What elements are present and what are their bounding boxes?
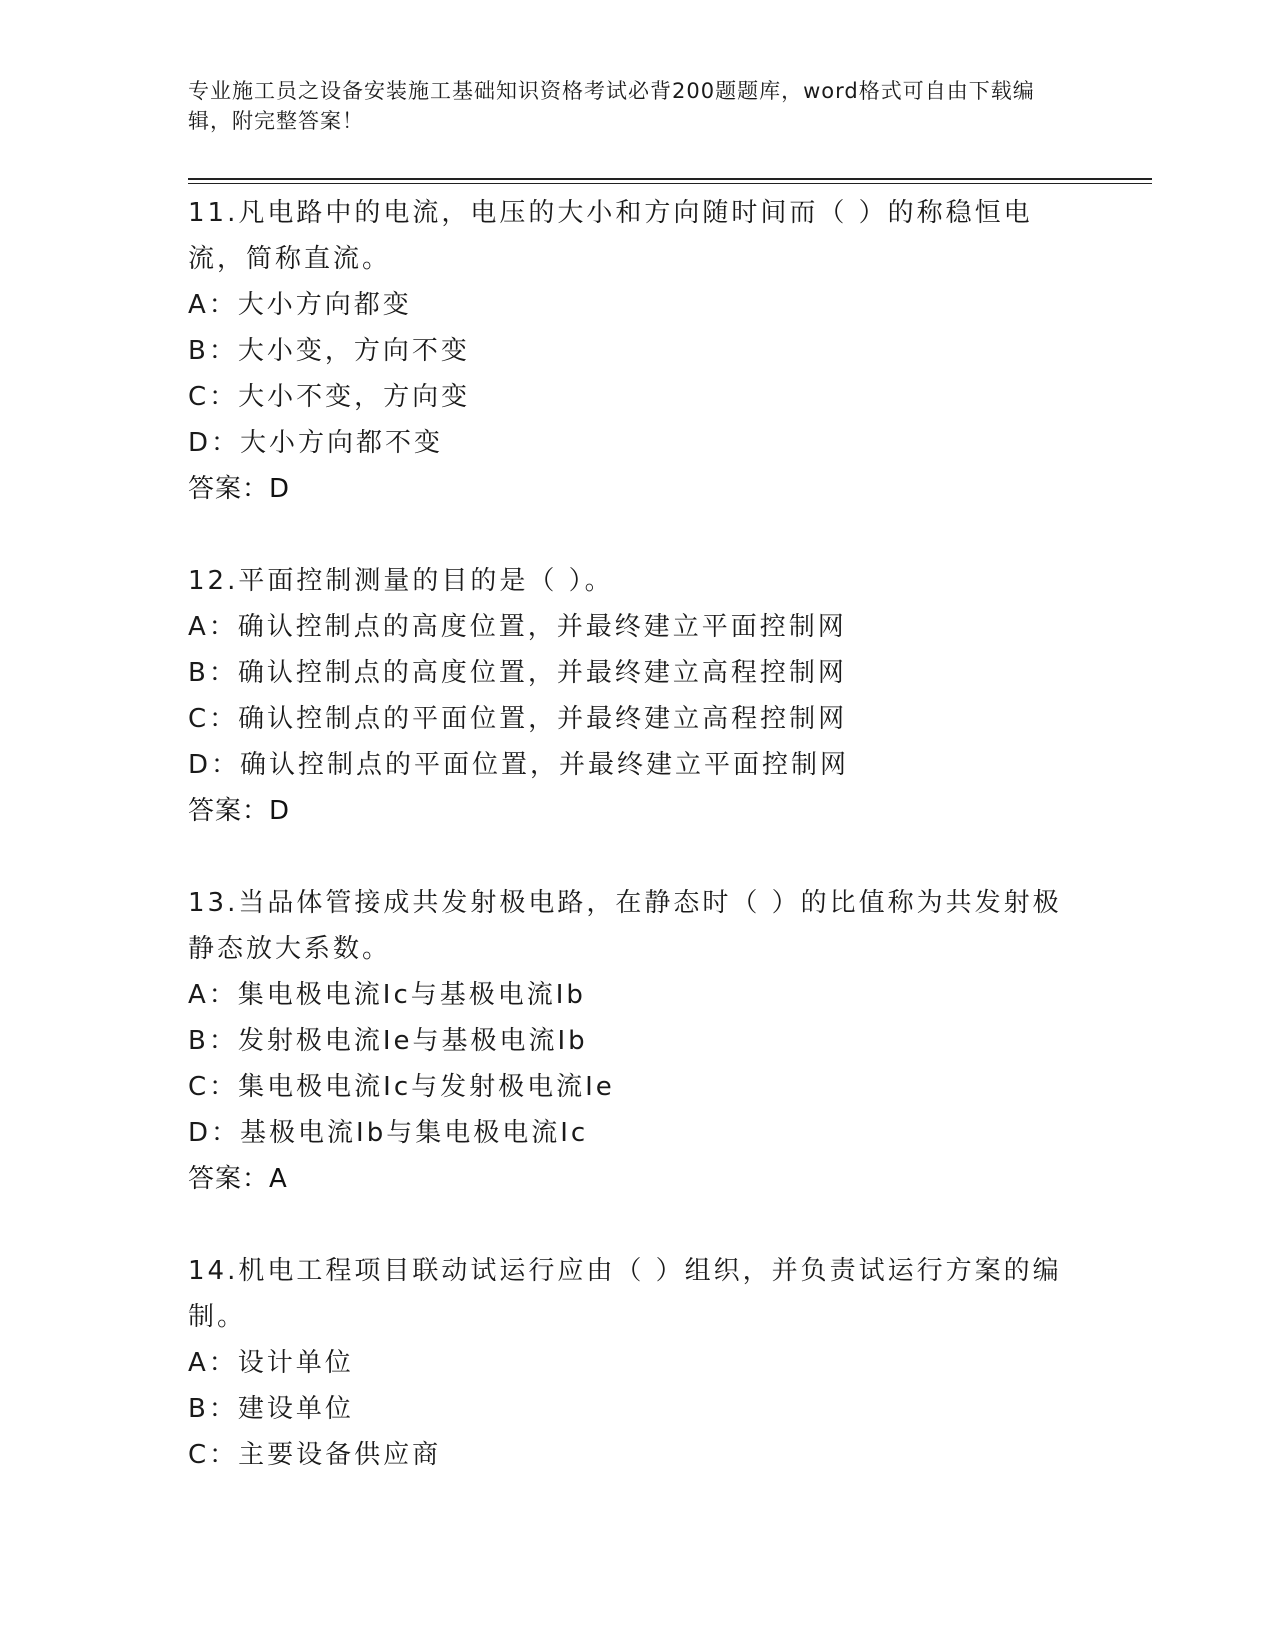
option-b: B：发射极电流Ie与基极电流Ib <box>188 1026 588 1056</box>
question-11 <box>188 190 1068 512</box>
question-list <box>188 190 1068 1524</box>
option-b: B：建设单位 <box>188 1394 354 1424</box>
question-stem: 11.凡电路中的电流，电压的大小和方向随时间而（ ）的称稳恒电流，简称直流。 <box>188 198 1033 274</box>
option-a: A：确认控制点的高度位置，并最终建立平面控制网 <box>188 612 847 642</box>
option-c: C：确认控制点的平面位置，并最终建立高程控制网 <box>188 704 848 734</box>
question-14 <box>188 1248 1068 1478</box>
answer: 答案：D <box>188 474 291 504</box>
option-d: D：基极电流Ib与集电极电流Ic <box>188 1118 589 1148</box>
option-c: C：主要设备供应商 <box>188 1440 442 1470</box>
option-b: B：确认控制点的高度位置，并最终建立高程控制网 <box>188 658 847 688</box>
option-a: A：大小方向都变 <box>188 290 412 320</box>
answer: 答案：D <box>188 796 291 826</box>
header-rule-thin <box>188 183 1152 184</box>
option-a: A：集电极电流Ic与基极电流Ib <box>188 980 586 1010</box>
document-header: 专业施工员之设备安装施工基础知识资格考试必背200题题库，word格式可自由下载编辑，附完整答案！ <box>188 79 1035 133</box>
question-12 <box>188 558 1068 834</box>
question-stem: 12.平面控制测量的目的是（ ）。 <box>188 566 614 596</box>
option-c: C：大小不变，方向变 <box>188 382 471 412</box>
option-a: A：设计单位 <box>188 1348 354 1378</box>
option-d: D：大小方向都不变 <box>188 428 444 458</box>
header-rule-thick <box>188 178 1152 180</box>
option-c: C：集电极电流Ic与发射极电流Ie <box>188 1072 615 1102</box>
question-stem: 14.机电工程项目联动试运行应由（ ）组织，并负责试运行方案的编制。 <box>188 1256 1062 1332</box>
question-13 <box>188 880 1068 1202</box>
question-stem: 13.当品体管接成共发射极电路，在静态时（ ）的比值称为共发射极静态放大系数。 <box>188 888 1062 964</box>
option-b: B：大小变，方向不变 <box>188 336 470 366</box>
option-d: D：确认控制点的平面位置，并最终建立平面控制网 <box>188 750 850 780</box>
answer: 答案：A <box>188 1164 288 1194</box>
